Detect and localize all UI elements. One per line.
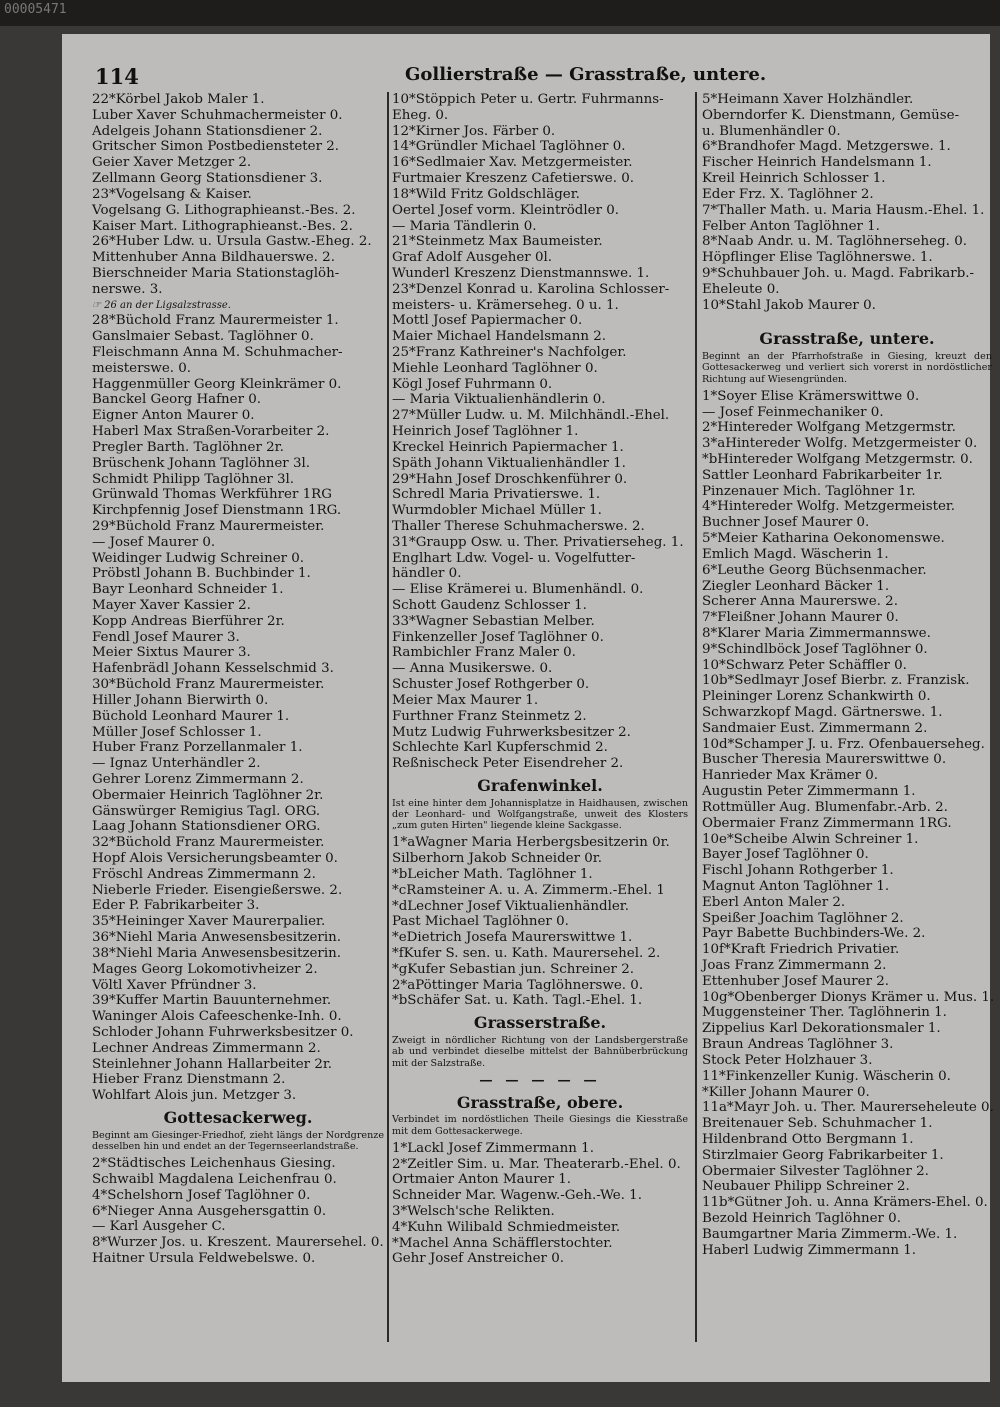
directory-entry: 8*Wurzer Jos. u. Kreszent. Maurersehel. 0.: [92, 1235, 384, 1251]
directory-entry: 7*Thaller Math. u. Maria Hausm.-Ehel. 1.: [702, 202, 985, 218]
directory-entry: Büchold Leonhard Maurer 1.: [92, 708, 290, 724]
directory-entry: 31*Graupp Osw. u. Ther. Privatierseheg. 1.: [392, 534, 684, 550]
directory-entry: Mayer Xaver Kassier 2.: [92, 598, 251, 613]
directory-entry: *cRamsteiner A. u. A. Zimmerm.-Ehel. 1: [392, 882, 665, 898]
directory-entry: 22*Körbel Jakob Maler 1.: [92, 92, 265, 107]
directory-entry: Baumgartner Maria Zimmerm.-We. 1.: [702, 1226, 958, 1242]
section-desc-grasstrasse-untere: Beginnt an der Pfarrhofstraße in Giesing, kreuzt den Gottesackerweg und verliert sich vorerst in nordöstlicher Richtung auf Wiesengründen.: [702, 351, 992, 385]
directory-entry: 3*aHintereder Wolfg. Metzgermeister 0.: [702, 436, 978, 452]
directory-entry: — Anna Musikerswe. 0.: [392, 661, 553, 677]
directory-entry: 21*Steinmetz Max Baumeister.: [392, 234, 603, 250]
directory-entry: 6*Leuthe Georg Büchsenmacher.: [702, 562, 927, 578]
directory-entry: Eheg. 0.: [392, 107, 449, 123]
page-header: [95, 58, 855, 89]
directory-entry: Schwaibl Magdalena Leichenfrau 0.: [92, 1172, 337, 1188]
directory-entry: Hiller Johann Bierwirth 0.: [92, 692, 269, 708]
directory-entry: Obermaier Silvester Taglöhner 2.: [702, 1163, 929, 1179]
directory-entry: Finkenzeller Josef Taglöhner 0.: [392, 629, 604, 645]
grafenwinkel-entries: [392, 835, 688, 1009]
directory-entry: Ortmaier Anton Maurer 1.: [392, 1172, 572, 1188]
directory-entry: 10*Schwarz Peter Schäffler 0.: [702, 657, 907, 673]
directory-entry: Eder Frz. X. Taglöhner 2.: [702, 186, 874, 202]
directory-entry: *Machel Anna Schäfflerstochter.: [392, 1235, 613, 1251]
directory-entry: nerswe. 3.: [92, 281, 163, 297]
directory-entry: 1*Lackl Josef Zimmermann 1.: [392, 1140, 594, 1156]
directory-entry: Ettenhuber Josef Maurer 2.: [702, 973, 890, 989]
directory-entry: Fischer Heinrich Handelsmann 1.: [702, 155, 932, 171]
directory-entry: Reßnischeck Peter Eisendreher 2.: [392, 756, 624, 772]
col1-entries: [92, 92, 384, 1104]
directory-entry: Mottl Josef Papiermacher 0.: [392, 313, 583, 329]
directory-entry: Sandmaier Eust. Zimmermann 2.: [702, 720, 928, 736]
directory-entry: *Killer Johann Maurer 0.: [702, 1084, 870, 1100]
directory-entry: Rottmüller Aug. Blumenfabr.-Arb. 2.: [702, 799, 948, 815]
directory-entry: *gKufer Sebastian jun. Schreiner 2.: [392, 961, 634, 977]
directory-entry: Hopf Alois Versicherungsbeamter 0.: [92, 851, 338, 866]
directory-entry: Kreil Heinrich Schlosser 1.: [702, 171, 886, 187]
directory-entry: Meier Max Maurer 1.: [392, 692, 539, 708]
directory-entry: 4*Kuhn Wilibald Schmiedmeister.: [392, 1219, 621, 1235]
directory-entry: Zellmann Georg Stationsdiener 3.: [92, 171, 323, 187]
directory-entry: Wohlfart Alois jun. Metzger 3.: [92, 1088, 297, 1104]
directory-entry: Gehr Josef Anstreicher 0.: [392, 1251, 564, 1267]
directory-entry: Gänswürger Remigius Tagl. ORG.: [92, 803, 321, 819]
directory-entry: 10e*Scheibe Alwin Schreiner 1.: [702, 831, 919, 847]
directory-entry: 16*Sedlmaier Xav. Metzgermeister.: [392, 155, 633, 171]
directory-entry: 10*Stöppich Peter u. Gertr. Fuhrmanns-: [392, 92, 664, 107]
directory-entry: *fKufer S. sen. u. Kath. Maurersehel. 2.: [392, 946, 661, 962]
directory-entry: Buchner Josef Maurer 0.: [702, 515, 870, 531]
running-head: Gollierstraße — Grasstraße, untere.: [405, 64, 767, 85]
directory-entry: Schloder Johann Fuhrwerksbesitzer 0.: [92, 1024, 354, 1040]
section-desc-grafenwinkel: Ist eine hinter dem Johannisplatze in Haidhausen, zwischen der Leonhard- und Wolfgangstraße, unweit des Klosters „zum guten Hirten" liegende kleine Sackgasse.: [392, 797, 688, 832]
directory-entry: Scherer Anna Maurerswe. 2.: [702, 594, 898, 610]
directory-entry: Gehrer Lorenz Zimmermann 2.: [92, 771, 304, 787]
gottesackerweg-entries: [92, 1156, 384, 1267]
directory-entry: Hanrieder Max Krämer 0.: [702, 768, 878, 784]
directory-entry: Oberndorfer K. Dienstmann, Gemüse-: [702, 107, 960, 123]
directory-entry: Mutz Ludwig Fuhrwerksbesitzer 2.: [392, 724, 631, 740]
directory-entry: 2*aPöttinger Maria Taglöhnerswe. 0.: [392, 977, 644, 993]
directory-entry: Graf Adolf Ausgeher 0l.: [392, 250, 553, 266]
directory-entry: *bSchäfer Sat. u. Kath. Tagl.-Ehel. 1.: [392, 993, 643, 1009]
directory-entry: Maier Michael Handelsmann 2.: [392, 329, 607, 345]
directory-entry: 25*Franz Kathreiner's Nachfolger.: [392, 345, 627, 360]
directory-entry: Fleischmann Anna M. Schuhmacher-: [92, 345, 343, 360]
directory-entry: Luber Xaver Schuhmachermeister 0.: [92, 107, 343, 123]
directory-entry: Schlechte Karl Kupferschmid 2.: [392, 740, 608, 756]
directory-entry: Brüschenk Johann Taglöhner 3l.: [92, 455, 311, 471]
directory-entry: 6*Brandhofer Magd. Metzgerswe. 1.: [702, 139, 951, 155]
directory-entry: 35*Heininger Xaver Maurerpalier.: [92, 914, 326, 930]
directory-entry: Waninger Alois Cafeeschenke-Inh. 0.: [92, 1009, 342, 1025]
directory-entry: — Karl Ausgeher C.: [92, 1219, 226, 1235]
directory-entry: Felber Anton Taglöhner 1.: [702, 218, 880, 234]
directory-entry: ☞ 26 an der Ligsalzstrasse.: [92, 299, 231, 311]
directory-entry: Haberl Ludwig Zimmermann 1.: [702, 1242, 917, 1258]
directory-entry: Eigner Anton Maurer 0.: [92, 408, 255, 424]
directory-entry: *dLechner Josef Viktualienhändler.: [392, 898, 629, 914]
directory-entry: Fischl Johann Rothgerber 1.: [702, 863, 894, 879]
directory-entry: Pinzenauer Mich. Taglöhner 1r.: [702, 483, 916, 499]
section-title-grasstrasse-obere: Grasstraße, obere.: [456, 1092, 624, 1112]
directory-entry: Pleininger Lorenz Schankwirth 0.: [702, 689, 931, 705]
directory-entry: Speißer Joachim Taglöhner 2.: [702, 910, 904, 926]
directory-entry: Haberl Max Straßen-Vorarbeiter 2.: [92, 424, 330, 440]
directory-entry: Höpflinger Elise Taglöhnerswe. 1.: [702, 250, 933, 266]
directory-entry: Geier Xaver Metzger 2.: [92, 155, 252, 171]
directory-entry: Hafenbrädl Johann Kesselschmid 3.: [92, 661, 334, 677]
directory-entry: 9*Schuhbauer Joh. u. Magd. Fabrikarb.-: [702, 265, 975, 281]
directory-entry: 12*Kirner Jos. Färber 0.: [392, 123, 556, 139]
directory-entry: Bayer Josef Taglöhner 0.: [702, 847, 869, 863]
directory-entry: 4*Hintereder Wolfg. Metzgermeister.: [702, 499, 956, 515]
column-rule-1: [387, 92, 389, 1342]
directory-entry: 10*Stahl Jakob Maurer 0.: [702, 297, 876, 313]
directory-entry: Schuster Josef Rothgerber 0.: [392, 677, 590, 693]
directory-entry: meisterswe. 0.: [92, 360, 192, 376]
directory-entry: Adelgeis Johann Stationsdiener 2.: [92, 123, 323, 139]
directory-entry: Miehle Leonhard Taglöhner 0.: [392, 360, 598, 376]
directory-entry: Augustin Peter Zimmermann 1.: [702, 784, 916, 800]
directory-entry: Ganslmaier Sebast. Taglöhner 0.: [92, 329, 314, 345]
directory-entry: 36*Niehl Maria Anwesensbesitzerin.: [92, 930, 341, 946]
directory-entry: Schmidt Philipp Taglöhner 3l.: [92, 471, 295, 487]
directory-entry: Stock Peter Holzhauer 3.: [702, 1052, 873, 1068]
directory-entry: Meier Sixtus Maurer 3.: [92, 645, 251, 661]
directory-entry: Fröschl Andreas Zimmermann 2.: [92, 866, 316, 882]
directory-entry: 18*Wild Fritz Goldschläger.: [392, 186, 580, 202]
directory-entry: Laag Johann Stationsdiener ORG.: [92, 819, 321, 835]
directory-entry: Englhart Ldw. Vogel- u. Vogelfutter-: [392, 550, 636, 566]
directory-entry: 29*Büchold Franz Maurermeister.: [92, 518, 325, 534]
directory-entry: Völtl Xaver Pfründner 3.: [92, 977, 257, 993]
section-title-grafenwinkel: Grafenwinkel.: [477, 775, 603, 795]
grasstrasse-untere-entries: [702, 388, 995, 1259]
directory-entry: 2*Hintereder Wolfgang Metzgermstr.: [702, 420, 956, 436]
section-desc-grasstrasse-obere: Verbindet im nordöstlichen Theile Giesings die Kiesstraße mit dem Gottesackerwege.: [392, 1114, 688, 1137]
directory-entry: Silberhorn Jakob Schneider 0r.: [392, 851, 602, 867]
directory-entry: *bLeicher Math. Taglöhner 1.: [392, 866, 593, 882]
directory-entry: Haitner Ursula Feldwebelswe. 0.: [92, 1251, 316, 1267]
directory-entry: Furtmaier Kreszenz Cafetierswe. 0.: [392, 171, 635, 187]
section-title-gottesackerweg: Gottesackerweg.: [163, 1108, 313, 1127]
directory-entry: Zippelius Karl Dekorationsmaler 1.: [702, 1021, 941, 1037]
directory-entry: Kögl Josef Fuhrmann 0.: [392, 376, 553, 392]
column-rule-2: [695, 92, 697, 1342]
directory-entry: Späth Johann Viktualienhändler 1.: [392, 455, 626, 471]
directory-entry: Müller Josef Schlosser 1.: [92, 724, 262, 740]
directory-entry: Breitenauer Seb. Schuhmacher 1.: [702, 1116, 933, 1132]
directory-entry: 38*Niehl Maria Anwesensbesitzerin.: [92, 945, 341, 961]
directory-entry: 32*Büchold Franz Maurermeister.: [92, 835, 325, 851]
directory-entry: Hieber Franz Dienstmann 2.: [92, 1072, 286, 1088]
directory-entry: Huber Franz Porzellanmaler 1.: [92, 740, 303, 756]
directory-entry: 1*Soyer Elise Krämerswittwe 0.: [702, 388, 920, 404]
directory-entry: 3*Welsch'sche Relikten.: [392, 1204, 555, 1219]
directory-entry: Braun Andreas Taglöhner 3.: [702, 1037, 894, 1053]
directory-entry: Stirzlmaier Georg Fabrikarbeiter 1.: [702, 1147, 944, 1163]
section-separator: — — — — —: [479, 1071, 601, 1088]
directory-entry: Magnut Anton Taglöhner 1.: [702, 878, 890, 894]
directory-entry: 23*Denzel Konrad u. Karolina Schlosser-: [392, 281, 670, 297]
directory-entry: Schwarzkopf Magd. Gärtnerswe. 1.: [702, 705, 943, 721]
directory-entry: Payr Babette Buchbinders-We. 2.: [702, 926, 926, 942]
section-title-grasstrasse-untere: Grasstraße, untere.: [759, 329, 935, 349]
directory-entry: 1*aWagner Maria Herbergsbesitzerin 0r.: [392, 835, 670, 851]
directory-entry: 11a*Mayr Joh. u. Ther. Maurerseheleute 0.: [702, 1100, 994, 1116]
directory-entry: Lechner Andreas Zimmermann 2.: [92, 1040, 321, 1056]
section-desc-grasserstrasse: Zweigt in nördlicher Richtung von der Landsbergerstraße ab und verbindet dieselbe mittelst der Bahnüberbrückung mit der Salzstraße.: [392, 1035, 688, 1069]
directory-entry: Oertel Josef vorm. Kleintrödler 0.: [392, 202, 620, 218]
directory-entry: 39*Kuffer Martin Bauunternehmer.: [92, 993, 332, 1009]
page-number: 114: [95, 64, 139, 89]
directory-entry: Thaller Therese Schuhmacherswe. 2.: [392, 518, 645, 534]
directory-entry: 30*Büchold Franz Maurermeister.: [92, 677, 325, 693]
directory-entry: Vogelsang G. Lithographieanst.-Bes. 2.: [92, 202, 356, 218]
directory-entry: Kirchpfennig Josef Dienstmann 1RG.: [92, 503, 342, 519]
directory-entry: Eheleute 0.: [702, 281, 780, 297]
scan-top-edge: [0, 0, 1000, 26]
directory-entry: Schneider Mar. Wagenw.-Geh.-We. 1.: [392, 1188, 642, 1204]
directory-entry: Fendl Josef Maurer 3.: [92, 629, 240, 645]
directory-entry: *bHintereder Wolfgang Metzgermstr. 0.: [702, 452, 973, 468]
directory-entry: 7*Fleißner Johann Maurer 0.: [702, 610, 899, 626]
directory-entry: Mages Georg Lokomotivheizer 2.: [92, 961, 318, 977]
directory-entry: Wunderl Kreszenz Dienstmannswe. 1.: [392, 265, 650, 281]
directory-entry: Mittenhuber Anna Bildhauerswe. 2.: [92, 250, 335, 266]
directory-entry: 10f*Kraft Friedrich Privatier.: [702, 942, 900, 958]
directory-entry: 8*Klarer Maria Zimmermannswe.: [702, 625, 931, 641]
directory-entry: Buscher Theresia Maurerswittwe 0.: [702, 752, 947, 768]
directory-entry: 11b*Gütner Joh. u. Anna Krämers-Ehel. 0.: [702, 1195, 988, 1211]
directory-entry: Past Michael Taglöhner 0.: [392, 914, 569, 930]
directory-entry: 26*Huber Ldw. u. Ursula Gastw.-Eheg. 2.: [92, 234, 372, 250]
directory-entry: Hildenbrand Otto Bergmann 1.: [702, 1131, 914, 1147]
directory-entry: 10b*Sedlmayr Josef Bierbr. z. Franzisk.: [702, 673, 970, 689]
directory-entry: 5*Meier Katharina Oekonomenswe.: [702, 531, 945, 547]
directory-entry: — Josef Feinmechaniker 0.: [702, 404, 884, 420]
directory-entry: 4*Schelshorn Josef Taglöhner 0.: [92, 1187, 311, 1203]
directory-entry: Bayr Leonhard Schneider 1.: [92, 582, 284, 598]
directory-entry: Muggensteiner Ther. Taglöhnerin 1.: [702, 1005, 947, 1021]
directory-entry: Gritscher Simon Postbediensteter 2.: [92, 139, 340, 155]
directory-entry: Kaiser Mart. Lithographieanst.-Bes. 2.: [92, 218, 353, 234]
directory-entry: Rambichler Franz Maler 0.: [392, 645, 576, 661]
col2-entries: [392, 92, 688, 772]
directory-entry: Nieberle Frieder. Eisengießerswe. 2.: [92, 882, 343, 898]
directory-entry: *eDietrich Josefa Maurerswittwe 1.: [392, 930, 633, 946]
directory-entry: 29*Hahn Josef Droschkenführer 0.: [392, 471, 628, 487]
directory-entry: Grünwald Thomas Werkführer 1RG: [92, 487, 332, 503]
section-title-grasserstrasse: Grasserstraße.: [473, 1013, 607, 1033]
directory-entry: 5*Heimann Xaver Holzhändler.: [702, 92, 914, 107]
directory-entry: — Ignaz Unterhändler 2.: [92, 756, 261, 772]
directory-entry: Banckel Georg Hafner 0.: [92, 392, 262, 408]
directory-entry: Kreckel Heinrich Papiermacher 1.: [392, 439, 624, 455]
grasstrasse-obere-entries: [392, 1141, 688, 1268]
directory-entry: Bezold Heinrich Taglöhner 0.: [702, 1211, 901, 1227]
directory-entry: Eberl Anton Maler 2.: [702, 894, 846, 910]
directory-entry: 10g*Obenberger Dionys Krämer u. Mus. 1.: [702, 989, 995, 1005]
column-1: [92, 92, 384, 1267]
directory-entry: 23*Vogelsang & Kaiser.: [92, 186, 252, 202]
directory-entry: 2*Städtisches Leichenhaus Giesing.: [92, 1156, 336, 1172]
directory-entry: Kopp Andreas Bierführer 2r.: [92, 613, 285, 629]
directory-entry: Pröbstl Johann B. Buchbinder 1.: [92, 566, 311, 582]
directory-entry: Joas Franz Zimmermann 2.: [702, 958, 887, 974]
directory-entry: 14*Gründler Michael Taglöhner 0.: [392, 139, 626, 155]
directory-entry: — Maria Viktualienhändlerin 0.: [392, 392, 606, 408]
directory-entry: Bierschneider Maria Stationstaglöh-: [92, 265, 340, 281]
directory-entry: 33*Wagner Sebastian Melber.: [392, 613, 595, 629]
directory-entry: 10d*Schamper J. u. Frz. Ofenbauerseheg.: [702, 736, 985, 752]
directory-entry: Obermaier Heinrich Taglöhner 2r.: [92, 787, 324, 803]
directory-entry: Weidinger Ludwig Schreiner 0.: [92, 550, 305, 566]
directory-entry: meisters- u. Krämerseheg. 0 u. 1.: [392, 297, 619, 313]
directory-entry: Furthner Franz Steinmetz 2.: [392, 708, 587, 724]
scan-stamp: 00005471: [4, 2, 67, 17]
directory-entry: — Maria Tändlerin 0.: [392, 218, 537, 234]
column-3: [702, 92, 995, 1258]
col3-entries: [702, 92, 992, 313]
directory-entry: Sattler Leonhard Fabrikarbeiter 1r.: [702, 467, 943, 483]
directory-entry: 11*Finkenzeller Kunig. Wäscherin 0.: [702, 1068, 951, 1084]
directory-entry: Pregler Barth. Taglöhner 2r.: [92, 439, 284, 455]
directory-entry: 6*Nieger Anna Ausgehersgattin 0.: [92, 1203, 327, 1219]
directory-entry: Steinlehner Johann Hallarbeiter 2r.: [92, 1056, 333, 1072]
directory-entry: Eder P. Fabrikarbeiter 3.: [92, 898, 260, 914]
directory-entry: Wurmdobler Michael Müller 1.: [392, 503, 602, 519]
directory-entry: Emlich Magd. Wäscherin 1.: [702, 546, 889, 562]
directory-entry: händler 0.: [392, 566, 462, 582]
directory-entry: Ziegler Leonhard Bäcker 1.: [702, 578, 890, 594]
column-2: [392, 92, 688, 1267]
directory-entry: Haggenmüller Georg Kleinkrämer 0.: [92, 376, 342, 392]
directory-entry: — Josef Maurer 0.: [92, 534, 216, 550]
directory-entry: Schott Gaudenz Schlosser 1.: [392, 598, 587, 613]
directory-entry: 8*Naab Andr. u. M. Taglöhnerseheg. 0.: [702, 234, 967, 250]
directory-entry: Obermaier Franz Zimmermann 1RG.: [702, 815, 952, 831]
directory-entry: Heinrich Josef Taglöhner 1.: [392, 424, 579, 440]
directory-entry: u. Blumenhändler 0.: [702, 123, 841, 139]
section-desc-gottesackerweg: Beginnt am Giesinger-Friedhof, zieht längs der Nordgrenze desselben hin und endet an der Tegernseerlandstraße.: [92, 1129, 384, 1153]
directory-entry: — Elise Krämerei u. Blumenhändl. 0.: [392, 582, 644, 598]
directory-entry: 9*Schindlböck Josef Taglöhner 0.: [702, 641, 928, 657]
directory-entry: Neubauer Philipp Schreiner 2.: [702, 1179, 910, 1195]
directory-entry: Schredl Maria Privatierswe. 1.: [392, 487, 601, 503]
directory-entry: 28*Büchold Franz Maurermeister 1.: [92, 313, 339, 329]
directory-entry: 2*Zeitler Sim. u. Mar. Theaterarb.-Ehel. 0.: [392, 1156, 681, 1172]
directory-entry: 27*Müller Ludw. u. M. Milchhändl.-Ehel.: [392, 408, 670, 424]
